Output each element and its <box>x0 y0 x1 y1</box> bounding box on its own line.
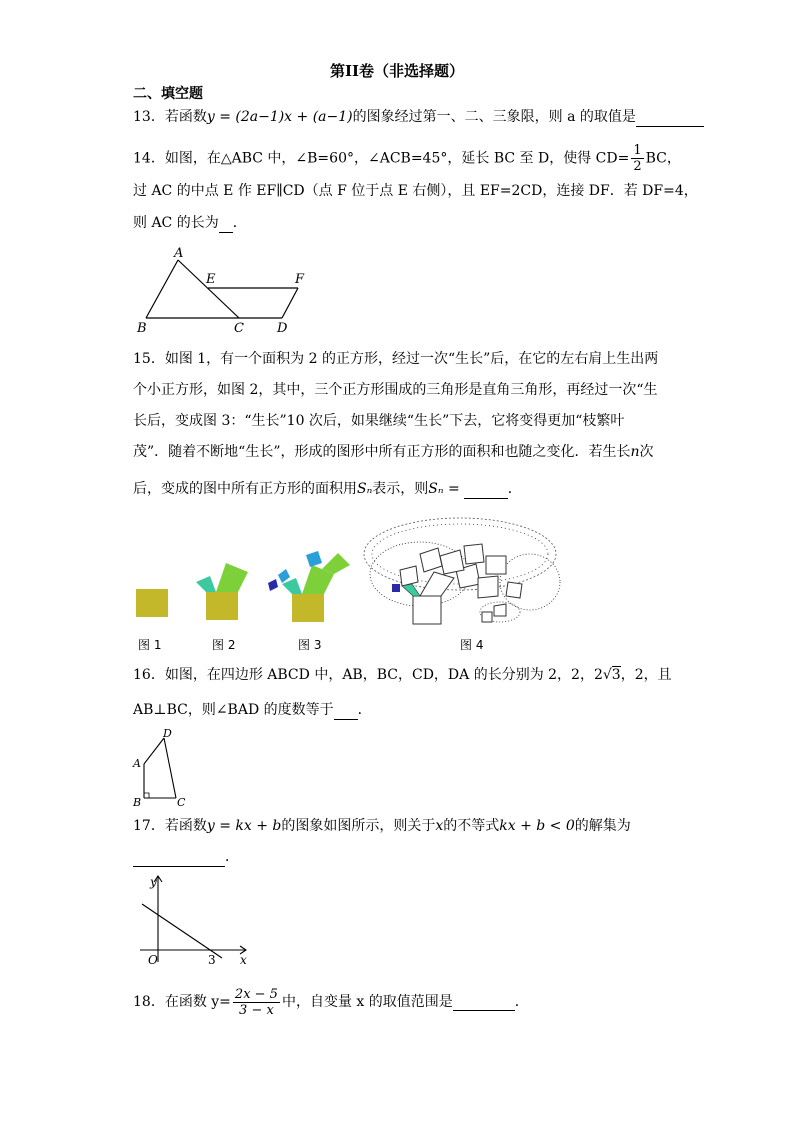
q18-frac-den: 3 − x <box>239 1002 274 1018</box>
q15-text-4: 茂”．随着不断地“生长”，形成的图形中所有正方形的面积和也随之变化．若生长 <box>133 444 631 460</box>
q16-label-d: D <box>163 728 172 740</box>
q15-fig2-right-square <box>216 563 248 592</box>
q17-inequality: kx + b < 0 <box>499 818 575 834</box>
q14-label-c: C <box>234 321 244 336</box>
q15-number: 15． <box>133 351 165 367</box>
q17-var-x: x <box>435 818 444 834</box>
q17-answer-blank[interactable] <box>133 866 225 867</box>
q15-fig3-leaf-blue <box>306 551 322 567</box>
q15-fig2-base <box>206 592 238 620</box>
question-13 <box>133 107 704 127</box>
q14-frac-num: 1 <box>633 143 642 158</box>
q15-var-n: n <box>630 444 640 460</box>
q15-fig3-base <box>292 594 324 622</box>
q15-fig3-leaf-navy <box>268 579 278 591</box>
q16-segment-da <box>144 738 164 764</box>
q16-sqrt: √3 <box>602 667 621 683</box>
q17-graph <box>130 870 255 966</box>
q18-text-end: ． <box>514 994 529 1010</box>
q17-formula: y = kx + b <box>206 818 282 834</box>
q16-number: 16． <box>133 667 165 683</box>
q16-segment-cd <box>164 738 176 798</box>
q17-label-origin: O <box>148 953 158 966</box>
q13-number: 13． <box>133 109 165 125</box>
q14-answer-blank[interactable] <box>219 232 233 233</box>
q17-text-4: 的解集为 <box>574 818 631 834</box>
question-17-line2 <box>133 847 239 867</box>
q14-figure <box>130 244 320 336</box>
q17-label-x: x <box>240 953 247 966</box>
q14-text-1b: BC， <box>645 150 681 167</box>
q15-sym-sn-eq: Sₙ = <box>428 481 460 497</box>
q16-text-2: AB⊥BC，则∠BAD 的度数等于 <box>133 702 334 718</box>
q15-text-5-end: ． <box>507 481 522 497</box>
question-14-line2: 过 AC 的中点 E 作 EF∥CD（点 F 位于点 E 右侧），且 EF=2CD，连接 DF．若 DF=4， <box>133 183 698 199</box>
q14-number: 14． <box>133 150 165 167</box>
question-16-line2 <box>133 700 372 720</box>
q15-caption-fig3: 图 3 <box>298 638 322 652</box>
q17-label-y: y <box>150 875 157 889</box>
q14-text-1: 如图，在△ABC 中，∠B=60°，∠ACB=45°，延长 BC 至 D，使得 CD= <box>164 150 630 167</box>
q16-sqrt-value: 3 <box>611 667 621 683</box>
q17-text-2: 的图象如图所示，则关于 <box>281 818 436 834</box>
q16-label-b: B <box>133 796 142 808</box>
question-15-line5 <box>133 479 522 499</box>
q18-number: 18． <box>133 994 165 1010</box>
q17-label-3: 3 <box>208 953 216 966</box>
q16-text-1b: ，2，且 <box>620 667 672 683</box>
q15-caption-fig2: 图 2 <box>212 638 236 652</box>
question-18 <box>133 985 529 1019</box>
q14-label-d: D <box>277 321 288 336</box>
q15-fig4-teal-square <box>402 584 420 596</box>
q14-label-f: F <box>295 272 305 287</box>
q16-answer-blank[interactable] <box>334 719 358 720</box>
q16-figure <box>130 728 200 808</box>
q15-text-5: 后，变成的图中所有正方形的面积用 <box>133 481 357 497</box>
q14-label-a: A <box>174 246 184 261</box>
q15-text-4b: 次 <box>639 444 654 460</box>
q18-fraction <box>233 987 280 1018</box>
q14-label-e: E <box>206 272 216 287</box>
q15-fig3 <box>262 545 352 623</box>
q15-caption-fig1: 图 1 <box>138 638 162 652</box>
q15-caption-fig4: 图 4 <box>460 638 484 652</box>
q13-text-pre: 若函数 <box>164 109 207 125</box>
q16-label-a: A <box>133 757 141 770</box>
q15-text-5b: 表示，则 <box>372 481 429 497</box>
q15-fig1-square <box>136 589 168 617</box>
q17-text-end: ． <box>225 849 239 865</box>
q14-fraction <box>631 143 643 174</box>
q15-fig4-fractal-tree <box>360 512 565 627</box>
q13-answer-blank[interactable] <box>636 126 704 127</box>
q16-text-1: 如图，在四边形 ABCD 中，AB，BC，CD，DA 的长分别为 2，2，2 <box>164 667 603 683</box>
q16-right-angle-mark <box>144 793 149 798</box>
q16-label-c: C <box>177 796 186 808</box>
q18-answer-blank[interactable] <box>453 1010 515 1011</box>
q17-number: 17． <box>133 818 165 834</box>
q15-answer-blank[interactable] <box>464 498 508 499</box>
question-15-line3: 长后，变成图 3：“生长”10 次后，如果继续“生长”下去，它将变得更加“枝繁叶 <box>133 413 625 429</box>
q14-text-3-end: ． <box>232 215 247 231</box>
q15-fig4-navy-square <box>392 584 400 592</box>
question-15-line2: 个小正方形，如图 2，其中，三个正方形围成的三角形是直角三角形，再经过一次“生 <box>133 382 658 398</box>
q16-text-2-end: ． <box>357 702 372 718</box>
question-14-line3 <box>133 213 247 233</box>
q17-text-3: 的不等式 <box>443 818 500 834</box>
q14-frac-den: 2 <box>633 159 642 174</box>
question-17-line1 <box>133 816 631 836</box>
q15-fig2 <box>190 558 252 620</box>
q15-fig2-left-square <box>196 576 216 592</box>
q17-text-1: 若函数 <box>164 818 207 834</box>
q13-text-post: 的图象经过第一、二、三象限，则 a 的取值是 <box>352 109 636 125</box>
q14-segment-df <box>282 288 298 318</box>
question-14-line1 <box>133 143 681 174</box>
question-16-line1 <box>133 665 672 685</box>
section-heading: 二、填空题 <box>133 86 203 102</box>
question-15-line1 <box>133 349 658 369</box>
q15-text-1: 如图 1，有一个面积为 2 的正方形，经过一次“生长”后，在它的左右肩上生出两 <box>164 351 659 367</box>
question-15-line4 <box>133 442 654 462</box>
q18-text-1: 在函数 y= <box>164 994 231 1010</box>
q14-segment-ac <box>178 260 239 318</box>
q14-text-3: 则 AC 的长为 <box>133 215 219 231</box>
q15-sym-sn: Sₙ <box>357 481 373 497</box>
q14-label-b: B <box>137 321 147 336</box>
page-title: 第II卷（非选择题） <box>329 62 465 80</box>
q14-segment-ab <box>146 260 178 318</box>
q15-fig3-leaf-blue-2 <box>278 569 290 583</box>
q18-frac-num: 2x − 5 <box>234 986 278 1002</box>
q15-fig4-base-square <box>413 596 441 624</box>
q18-text-2: 中，自变量 x 的取值范围是 <box>281 994 453 1010</box>
q13-formula: y = (2a−1)x + (a−1) <box>206 109 353 125</box>
